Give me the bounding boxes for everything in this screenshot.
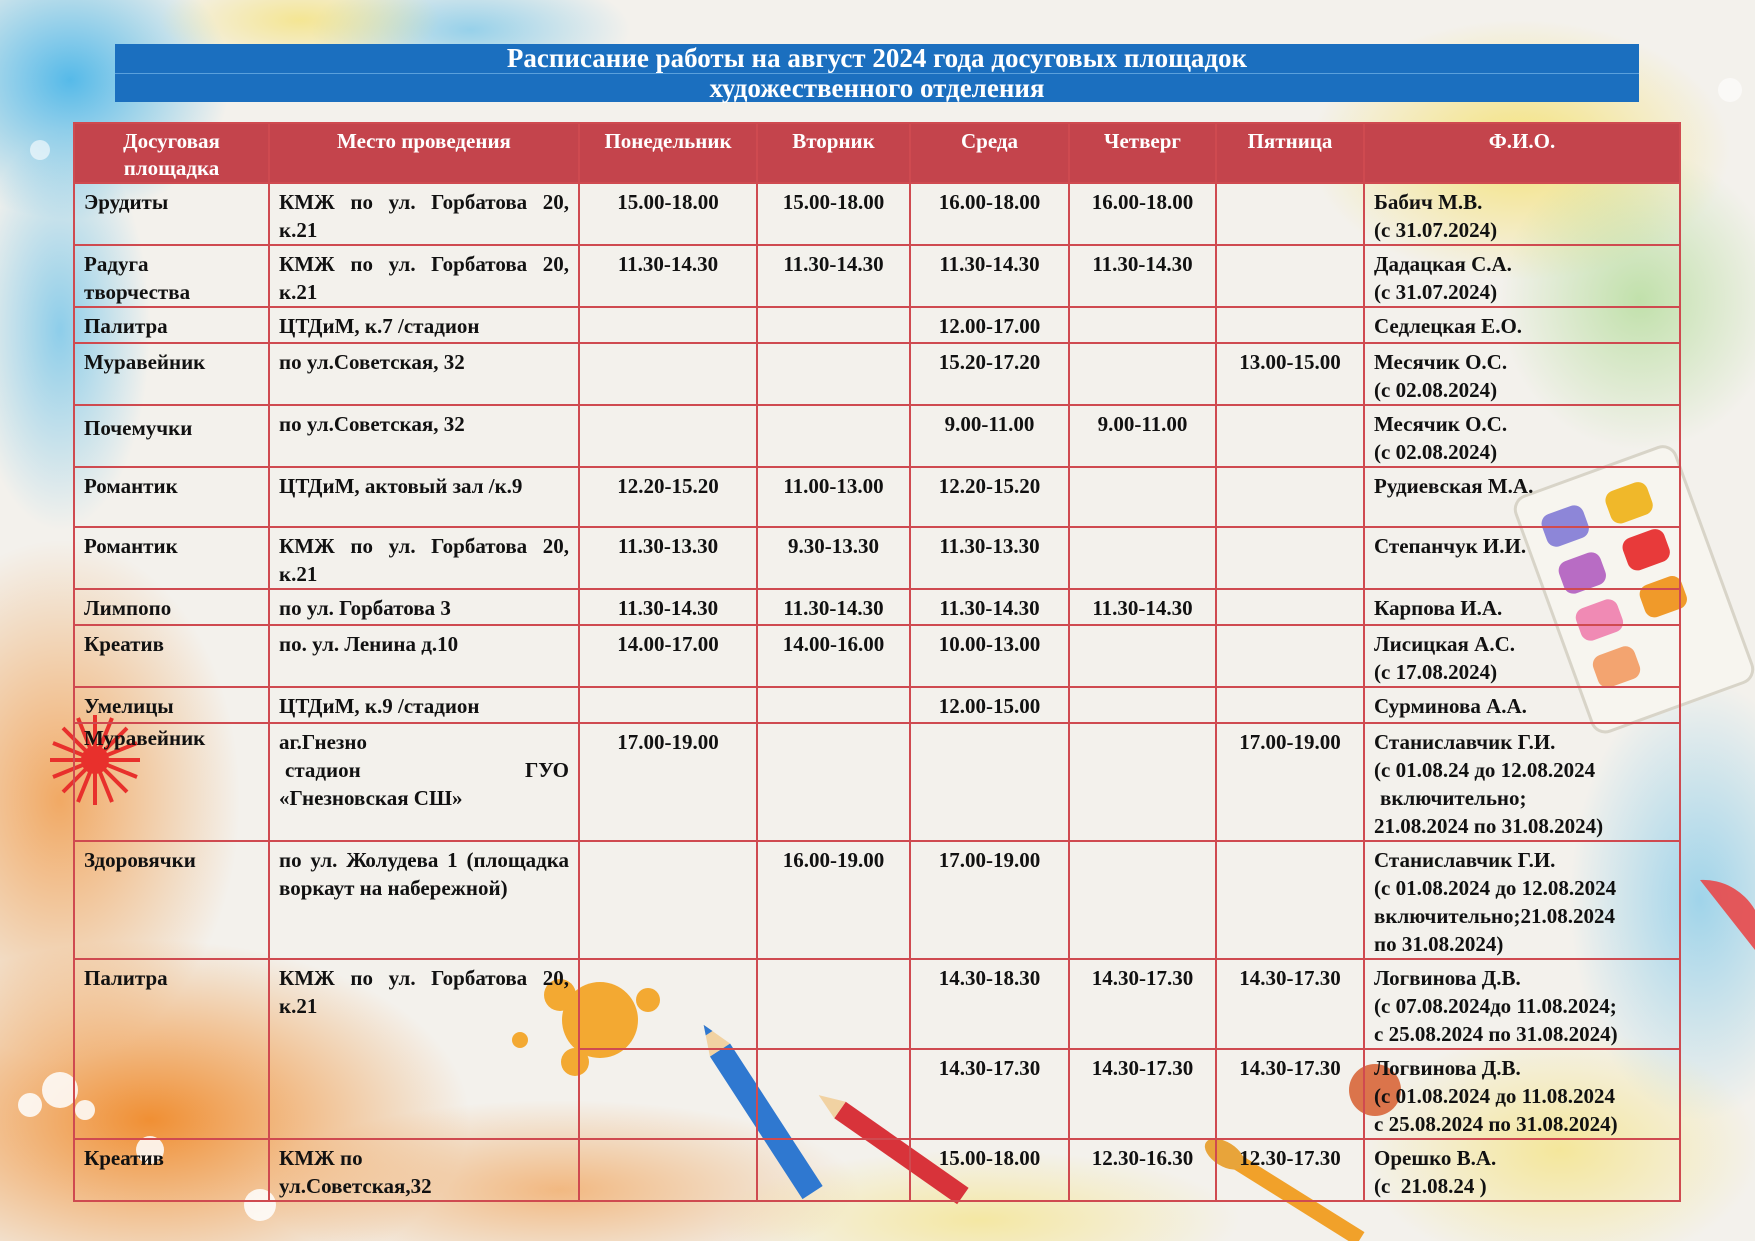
header-cell: Понедельник — [579, 123, 757, 183]
time-cell — [579, 687, 757, 723]
page-title — [115, 44, 1639, 102]
time-cell: 12.00-17.00 — [910, 307, 1069, 343]
fio-cell — [1364, 589, 1680, 625]
time-cell: 14.30-17.30 — [1216, 959, 1364, 1049]
title-line-1: Расписание работы на август 2024 года досуговых площадок — [115, 44, 1639, 73]
header-row — [74, 123, 1680, 183]
place-cell: по ул.Советская, 32 — [269, 343, 579, 405]
name-cell: Радуга творчества — [74, 245, 269, 307]
place-cell: КМЖ по ул. Горбатова 20, к.21 — [269, 959, 579, 1139]
time-cell — [757, 1049, 910, 1139]
time-cell: 15.00-18.00 — [757, 183, 910, 245]
time-cell — [1216, 841, 1364, 959]
fio-name: Рудиевская М.А. — [1374, 474, 1534, 498]
time-cell: 9.30-13.30 — [757, 527, 910, 589]
time-cell: 12.30-17.30 — [1216, 1139, 1364, 1201]
fio-note: (с 31.07.2024) — [1374, 218, 1498, 242]
fio-cell — [1364, 841, 1680, 959]
time-cell — [1216, 589, 1364, 625]
place-word: ГУО — [524, 758, 569, 782]
place-cell: по ул. Жолудева 1 (площадка воркаут на набережной) — [269, 841, 579, 959]
fio-name: Сурминова А.А. — [1374, 694, 1527, 718]
time-cell — [579, 959, 757, 1049]
fio-note: (с 02.08.2024) — [1374, 440, 1498, 464]
fio-name: Логвинова Д.В. — [1374, 966, 1521, 990]
time-cell — [1069, 343, 1216, 405]
time-cell: 14.30-17.30 — [1069, 959, 1216, 1049]
name-cell: Муравейник — [74, 723, 269, 841]
place-cell: ЦТДиМ, актовый зал /к.9 — [269, 467, 579, 527]
header-cell: Вторник — [757, 123, 910, 183]
table-row — [74, 841, 1680, 959]
fio-cell — [1364, 343, 1680, 405]
fio-note: (с 07.08.2024до 11.08.2024; — [1374, 994, 1617, 1018]
time-cell — [579, 1139, 757, 1201]
place-line: «Гнезновская СШ» — [279, 786, 463, 810]
time-cell: 11.30-14.30 — [910, 245, 1069, 307]
time-cell: 16.00-18.00 — [1069, 183, 1216, 245]
fio-cell — [1364, 307, 1680, 343]
time-cell: 11.30-14.30 — [579, 245, 757, 307]
time-cell — [1216, 625, 1364, 687]
place-cell: КМЖ по ул. Горбатова 20, к.21 — [269, 527, 579, 589]
fio-name: Карпова И.А. — [1374, 596, 1503, 620]
table-row — [74, 1139, 1680, 1201]
header-cell: Место проведения — [269, 123, 579, 183]
time-cell: 17.00-19.00 — [1216, 723, 1364, 841]
time-cell: 9.00-11.00 — [910, 405, 1069, 467]
time-cell — [757, 1139, 910, 1201]
time-cell: 15.00-18.00 — [579, 183, 757, 245]
fio-name: Станиславчик Г.И. — [1374, 848, 1556, 872]
time-cell: 11.30-14.30 — [1069, 589, 1216, 625]
table-row — [74, 527, 1680, 589]
header-cell: Пятница — [1216, 123, 1364, 183]
fio-cell — [1364, 405, 1680, 467]
fio-name: Седлецкая Е.О. — [1374, 314, 1523, 338]
time-cell — [1216, 245, 1364, 307]
table-row — [74, 467, 1680, 527]
fio-cell — [1364, 245, 1680, 307]
fio-name: Степанчук И.И. — [1374, 534, 1527, 558]
table-row — [74, 723, 1680, 841]
time-cell — [757, 343, 910, 405]
schedule-table — [73, 122, 1681, 1202]
place-cell: по ул.Советская, 32 — [269, 405, 579, 467]
fio-note: (с 31.07.2024) — [1374, 280, 1498, 304]
table-row — [74, 959, 1680, 1049]
table-row — [74, 405, 1680, 467]
table-row — [74, 307, 1680, 343]
time-cell — [1069, 723, 1216, 841]
time-cell: 17.00-19.00 — [579, 723, 757, 841]
fio-name: Бабич М.В. — [1374, 190, 1483, 214]
time-cell — [1216, 687, 1364, 723]
fio-note: с 25.08.2024 по 31.08.2024) — [1374, 1022, 1618, 1046]
time-cell: 14.00-17.00 — [579, 625, 757, 687]
time-cell — [910, 723, 1069, 841]
name-cell: Умелицы — [74, 687, 269, 723]
table-row — [74, 343, 1680, 405]
fio-cell — [1364, 1139, 1680, 1201]
time-cell — [1216, 307, 1364, 343]
time-cell — [757, 687, 910, 723]
name-cell: Палитра — [74, 959, 269, 1139]
time-cell: 14.30-17.30 — [1216, 1049, 1364, 1139]
table-row — [74, 589, 1680, 625]
place-line: аг.Гнезно — [279, 730, 367, 754]
time-cell — [757, 307, 910, 343]
title-line-2: художественного отделения — [115, 73, 1639, 102]
fio-cell — [1364, 687, 1680, 723]
time-cell: 14.30-18.30 — [910, 959, 1069, 1049]
fio-cell — [1364, 183, 1680, 245]
fio-cell — [1364, 723, 1680, 841]
header-cell: Ф.И.О. — [1364, 123, 1680, 183]
header-cell: Среда — [910, 123, 1069, 183]
time-cell — [579, 841, 757, 959]
time-cell: 17.00-19.00 — [910, 841, 1069, 959]
time-cell — [1069, 527, 1216, 589]
time-cell: 11.30-14.30 — [579, 589, 757, 625]
header-cell: Четверг — [1069, 123, 1216, 183]
name-cell: Лимпопо — [74, 589, 269, 625]
table-row — [74, 625, 1680, 687]
fio-note: включительно; — [1380, 786, 1527, 810]
time-cell — [1216, 467, 1364, 527]
time-cell: 11.30-14.30 — [757, 589, 910, 625]
time-cell — [757, 405, 910, 467]
name-cell: Палитра — [74, 307, 269, 343]
time-cell — [579, 307, 757, 343]
time-cell: 11.00-13.00 — [757, 467, 910, 527]
fio-note: (с 02.08.2024) — [1374, 378, 1498, 402]
time-cell: 16.00-19.00 — [757, 841, 910, 959]
time-cell: 10.00-13.00 — [910, 625, 1069, 687]
fio-note: 21.08.2024 по 31.08.2024) — [1374, 814, 1604, 838]
name-cell: Здоровячки — [74, 841, 269, 959]
time-cell — [1216, 405, 1364, 467]
fio-cell — [1364, 527, 1680, 589]
place-line: ул.Советская,32 — [279, 1174, 432, 1198]
fio-note: (с 17.08.2024) — [1374, 660, 1498, 684]
time-cell — [1069, 687, 1216, 723]
time-cell — [1069, 625, 1216, 687]
table-row — [74, 183, 1680, 245]
name-cell: Креатив — [74, 1139, 269, 1201]
time-cell: 11.30-13.30 — [910, 527, 1069, 589]
time-cell: 11.30-14.30 — [757, 245, 910, 307]
time-cell: 12.20-15.20 — [579, 467, 757, 527]
place-cell — [269, 723, 579, 841]
fio-note: (с 01.08.2024 до 12.08.2024 — [1374, 876, 1617, 900]
place-line: КМЖ по — [279, 1146, 363, 1170]
name-cell: Романтик — [74, 467, 269, 527]
time-cell: 12.00-15.00 — [910, 687, 1069, 723]
place-cell: ЦТДиМ, к.7 /стадион — [269, 307, 579, 343]
name-cell: Муравейник — [74, 343, 269, 405]
place-line — [279, 756, 569, 784]
time-cell: 15.00-18.00 — [910, 1139, 1069, 1201]
time-cell — [579, 1049, 757, 1139]
time-cell: 14.00-16.00 — [757, 625, 910, 687]
table-row — [74, 687, 1680, 723]
name-cell: Креатив — [74, 625, 269, 687]
fio-name: Лисицкая А.С. — [1374, 632, 1515, 656]
time-cell: 9.00-11.00 — [1069, 405, 1216, 467]
place-cell: по ул. Горбатова 3 — [269, 589, 579, 625]
fio-name: Месячик О.С. — [1374, 350, 1508, 374]
fio-note: (с 21.08.24 ) — [1374, 1174, 1487, 1198]
time-cell — [579, 343, 757, 405]
place-cell: КМЖ по ул. Горбатова 20, к.21 — [269, 183, 579, 245]
place-cell: ЦТДиМ, к.9 /стадион — [269, 687, 579, 723]
place-word: стадион — [285, 758, 361, 782]
time-cell: 12.20-15.20 — [910, 467, 1069, 527]
fio-name: Дадацкая С.А. — [1374, 252, 1512, 276]
fio-name: Логвинова Д.В. — [1374, 1056, 1521, 1080]
time-cell — [1069, 307, 1216, 343]
fio-name: Станиславчик Г.И. — [1374, 730, 1556, 754]
fio-cell — [1364, 625, 1680, 687]
time-cell: 14.30-17.30 — [910, 1049, 1069, 1139]
fio-cell — [1364, 959, 1680, 1049]
time-cell: 16.00-18.00 — [910, 183, 1069, 245]
time-cell — [1069, 841, 1216, 959]
fio-note: с 25.08.2024 по 31.08.2024) — [1374, 1112, 1618, 1136]
fio-note: по 31.08.2024) — [1374, 932, 1504, 956]
time-cell: 11.30-13.30 — [579, 527, 757, 589]
table-row — [74, 245, 1680, 307]
fio-note: (с 01.08.2024 до 11.08.2024 — [1374, 1084, 1616, 1108]
time-cell: 11.30-14.30 — [1069, 245, 1216, 307]
place-cell: КМЖ по ул. Горбатова 20, к.21 — [269, 245, 579, 307]
time-cell — [757, 723, 910, 841]
place-cell — [269, 1139, 579, 1201]
time-cell — [757, 959, 910, 1049]
time-cell — [1216, 183, 1364, 245]
name-cell: Почемучки — [74, 405, 269, 467]
time-cell: 12.30-16.30 — [1069, 1139, 1216, 1201]
place-cell: по. ул. Ленина д.10 — [269, 625, 579, 687]
name-cell: Эрудиты — [74, 183, 269, 245]
time-cell: 13.00-15.00 — [1216, 343, 1364, 405]
fio-note: включительно;21.08.2024 — [1374, 904, 1616, 928]
fio-name: Орешко В.А. — [1374, 1146, 1497, 1170]
name-cell: Романтик — [74, 527, 269, 589]
time-cell: 15.20-17.20 — [910, 343, 1069, 405]
time-cell — [579, 405, 757, 467]
time-cell — [1216, 527, 1364, 589]
fio-cell — [1364, 467, 1680, 527]
time-cell: 14.30-17.30 — [1069, 1049, 1216, 1139]
fio-cell — [1364, 1049, 1680, 1139]
fio-name: Месячик О.С. — [1374, 412, 1508, 436]
time-cell: 11.30-14.30 — [910, 589, 1069, 625]
time-cell — [1069, 467, 1216, 527]
header-cell: Досуговая площадка — [74, 123, 269, 183]
fio-note: (с 01.08.24 до 12.08.2024 — [1374, 758, 1596, 782]
